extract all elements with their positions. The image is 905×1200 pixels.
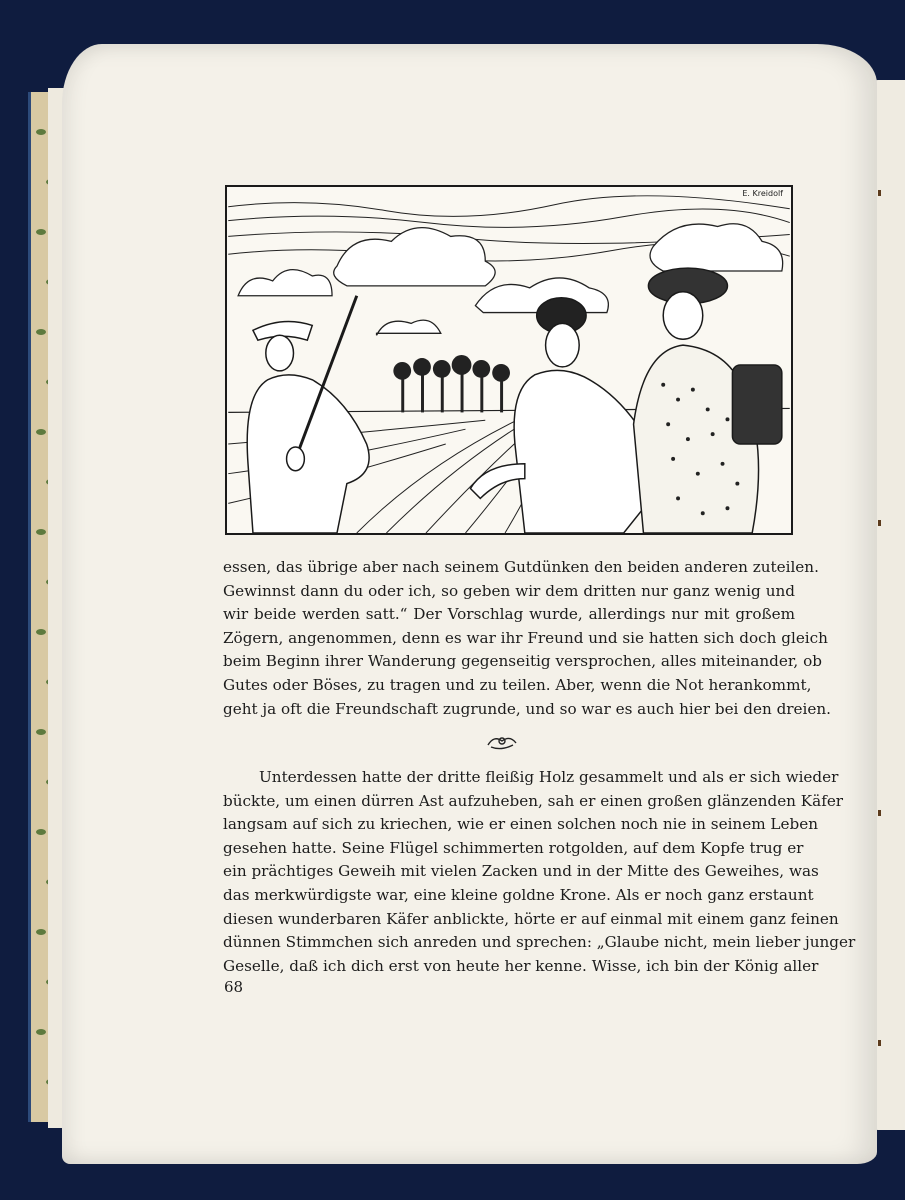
paragraph-1 — [223, 556, 831, 721]
text-line: ein prächtiges Geweih mit vielen Zacken und in der Mitte des Geweihes, was — [223, 862, 819, 881]
artist-signature: E. Kreidolf — [742, 189, 783, 198]
text-line: essen, das übrige aber nach seinem Gutdünken den beiden anderen zuteilen. — [223, 558, 819, 576]
woodcut-illustration — [225, 185, 793, 535]
text-line: diesen wunderbaren Käfer anblickte, hörte er auf einmal mit einem ganz feinen — [223, 909, 839, 928]
text-line: Geselle, daß ich dich erst von heute her kenne. Wisse, ich bin der König aller — [223, 956, 819, 975]
paragraph-2 — [223, 766, 856, 978]
text-line: beim Beginn ihrer Wanderung gegenseitig versprochen, alles miteinander, ob — [223, 652, 822, 671]
text-line: Unterdessen hatte der dritte fleißig Holz gesammelt und als er sich wieder — [259, 768, 839, 786]
binding-thread — [878, 190, 881, 196]
text-line: dünnen Stimmchen sich anreden und sprechen: „Glaube nicht, mein lieber junger — [223, 933, 856, 952]
page-number: 68 — [224, 978, 244, 996]
text-line: wir beide werden satt.“ Der Vorschlag wurde, allerdings nur mit großem — [223, 605, 795, 624]
text-line: langsam auf sich zu kriechen, wie er einen solchen noch nie in seinem Leben — [223, 815, 818, 834]
wanderers-scene — [227, 187, 791, 533]
text-line: Gutes oder Böses, zu tragen und zu teilen. Aber, wenn die Not herankommt, — [223, 675, 812, 694]
text-line: Gewinnst dann du oder ich, so geben wir dem dritten nur ganz wenig und — [223, 581, 795, 600]
text-line: gesehen hatte. Seine Flügel schimmerten rotgolden, auf dem Kopfe trug er — [223, 838, 804, 857]
text-line: geht ja oft die Freundschaft zugrunde, und so war es auch hier bei den dreien. — [223, 699, 831, 718]
binding-thread — [878, 1040, 881, 1046]
text-line: bückte, um einen dürren Ast aufzuheben, sah er einen großen glänzenden Käfer — [223, 791, 844, 810]
section-ornament — [485, 733, 519, 751]
binding-thread — [878, 810, 881, 816]
text-line: Zögern, angenommen, denn es war ihr Freund und sie hatten sich doch gleich — [223, 628, 828, 647]
text-line: das merkwürdigste war, eine kleine goldne Krone. Als er noch ganz erstaunt — [223, 885, 814, 904]
binding-thread — [878, 520, 881, 526]
